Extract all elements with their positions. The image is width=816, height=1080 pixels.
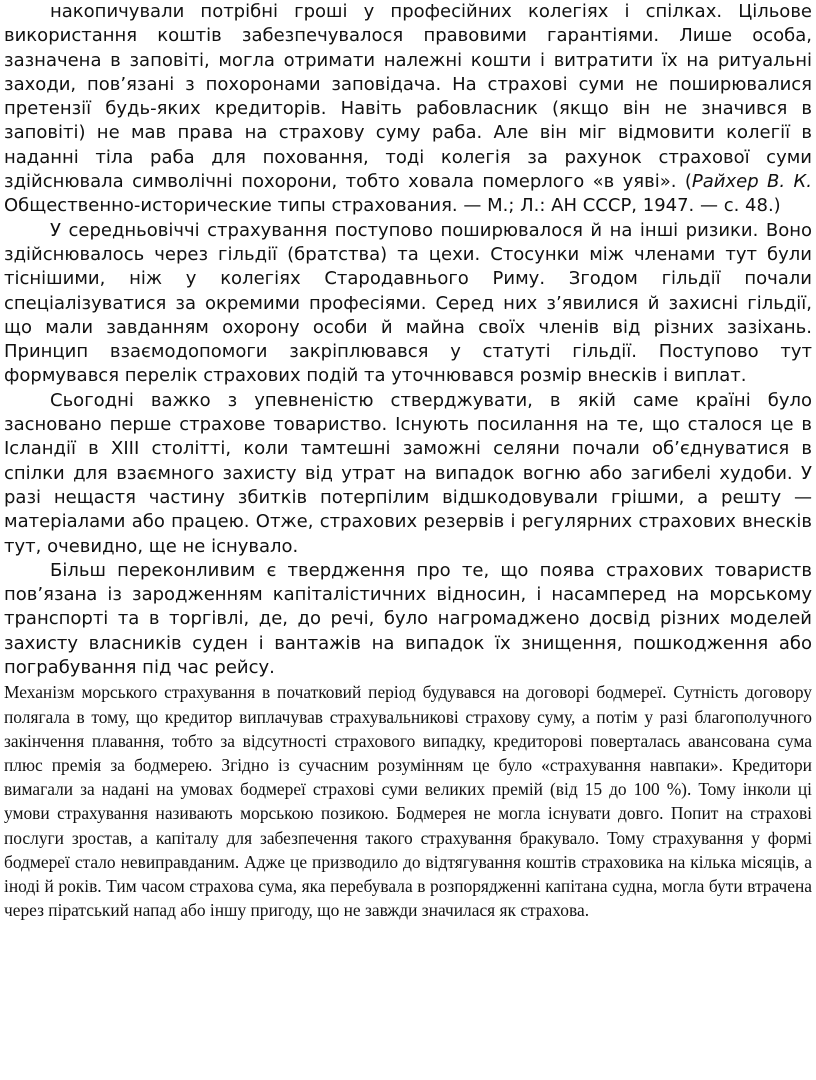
paragraph-text: накопичували потрібні гроші у професійних колегіях і спілках. Цільове використання коштів забезпечувалося правовими гарантіями. Лише особа, зазначена в заповіті, могла отримати належні кошти і витратити їх на ритуальні заходи, пов’язані з похоронами заповідача. На страхові суми не поширювалися претензії будь-яких кредиторів. Навіть рабовласник (якщо він не значився в заповіті) не мав права на страхову суму раба. Але він міг відмовити колегії в наданні тіла раба для поховання, тоді колегія за рахунок страхової суми здійснювала символічні похорони, тобто ховала померлого «в уяві». (: [4, 1, 812, 193]
paragraph-bottomry: Механізм морського страхування в початковий період будувався на договорі бодмереї. Сутність договору полягала в тому, що кредитор виплачував страхувальникові страхову суму, а потім у разі благополучного закінчення плавання, тобто за відсутності страхового випадку, кредиторові поверталась авансована сума плюс премія за бодмерею. Згідно із сучасним розумінням це було «страхування навпаки». Кредитори вимагали за надані на умовах бодмереї страхові суми великих премій (від 15 до 100 %). Тому інколи ці умови страхування називають морською позикою. Бодмерея не могла існувати довго. Попит на страхові послуги зростав, а капіталу для забезпечення такого страхування бракувало. Тому страхування у формі бодмереї стало невиправданим. Адже це призводило до відтягування коштів страховика на кілька місяців, а іноді й років. Тим часом страхова сума, яка перебувала в розпорядженні капітана судна, могла бути втрачена через піратський напад або іншу пригоду, що не завжди значилася як страхова.: [4, 682, 812, 921]
serif-text-block: [4, 680, 812, 922]
main-text-block: [4, 0, 812, 680]
paragraph-middle-ages: У середньовіччі страхування поступово поширювалося й на інші ризики. Воно здійснювалось через гільдії (братства) та цехи. Стосунки між членами тут були тіснішими, ніж у колегіях Стародавнього Риму. Згодом гільдії почали спеціалізуватися за окремими професіями. Серед них з’явилися й захисні гільдії, що мали завданням охорону особи й майна своїх членів від різних зазіхань. Принцип взаємодопомоги закріплювався у статуті гільдії. Поступово тут формувався перелік страхових подій та уточнювався розмір внесків і виплат.: [4, 219, 812, 387]
citation-author: Райхер В. К.: [691, 171, 812, 193]
paragraph-continuation: [4, 0, 812, 219]
citation-text: Общественно-исторические типы страхования. — М.; Л.: АН СССР, 1947. — с. 48.): [4, 195, 781, 217]
document-page: [4, 0, 812, 1080]
paragraph-capitalism: Більш переконливим є твердження про те, що поява страхових товариств пов’язана із зародженням капіталістичних відносин, і насамперед на морському транспорті та в торгівлі, де, до речі, було нагромаджено досвід різних моделей захисту власників суден і вантажів на випадок їх знищення, пошкодження або пограбування під час рейсу.: [4, 559, 812, 679]
paragraph-iceland: Сьогодні важко з упевненістю стверджувати, в якій саме країні було засновано перше страхове товариство. Існують посилання на те, що сталося це в Ісландії в XIII столітті, коли тамтешні заможні селяни почали об’єднуватися в спілки для взаємного захисту від утрат на випадок вогню або загибелі худоби. У разі нещастя частину збитків потерпілим відшкодовували грішми, а решту — матеріалами або працею. Отже, страхових резервів і регулярних страхових внесків тут, очевидно, ще не існувало.: [4, 389, 812, 557]
